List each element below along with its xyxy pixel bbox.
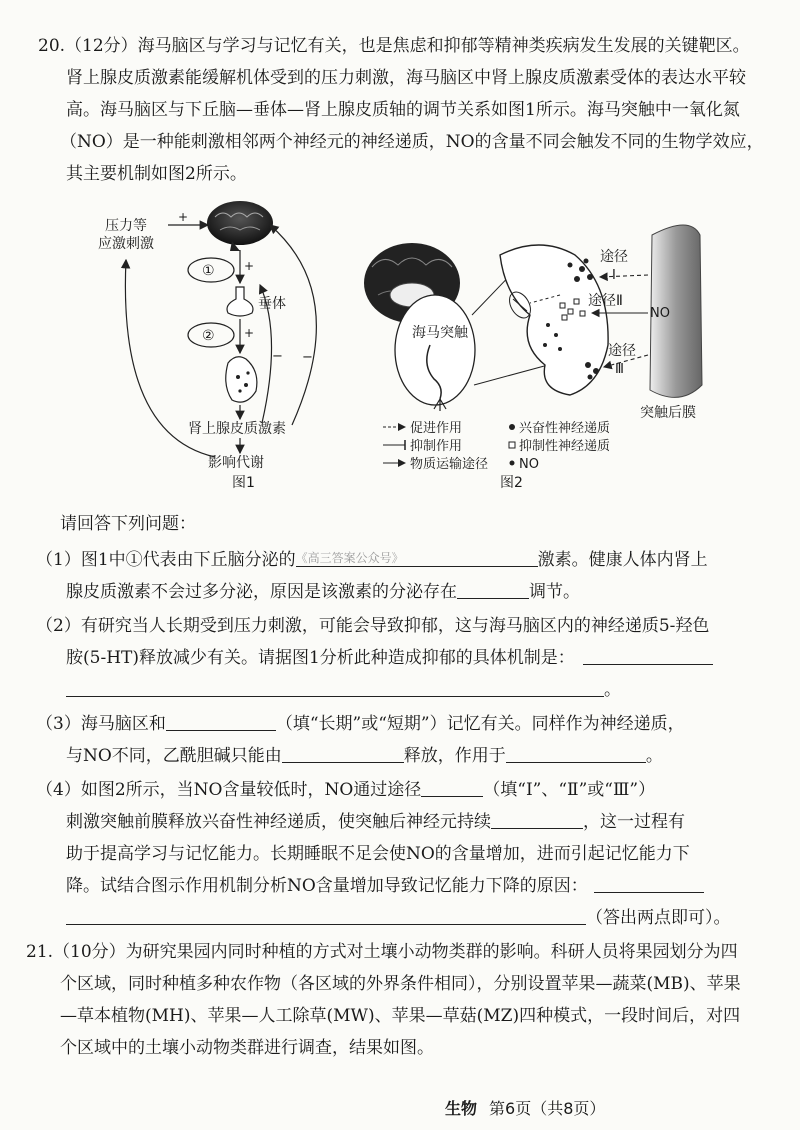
q3-text-e: 。 [645,746,663,766]
q21-line-3: —草本植物(MH)、苹果—人工除草(MW)、苹果—草菇(MZ)四种模式，一段时间后，对四 [60,1006,741,1026]
fig2-path3-num: Ⅲ [615,362,624,377]
q20-line-3: 高。海马脑区与下丘脑—垂体—肾上腺皮质轴的调节关系如图1所示。海马突触中一氧化氮 [66,100,740,120]
fig1-minus-2: − [302,350,313,365]
q2-line-3 [66,678,621,702]
q1-line-2 [66,580,580,604]
q1-text-c: 腺皮质激素不会过多分泌，原因是该激素的分泌存在 [66,582,457,602]
q21-line-1: 21.（10分）为研究果园内同时种植的方式对土壤小动物类群的影响。科研人员将果园划分为四 [26,942,738,962]
q2-blank-2[interactable] [66,678,604,697]
q3-line-1 [36,712,685,736]
brain-icon [207,201,273,251]
q20-line-4: （NO）是一种能刺激相邻两个神经元的神经递质，NO的含量不同会触发不同的生物学效应， [60,132,764,152]
q4-line-3: 助于提高学习与记忆能力。长期睡眠不足会使NO的含量增加，进而引起记忆能力下 [66,844,690,864]
footer-subject: 生物 [445,1099,478,1118]
fig1-caption: 图1 [232,475,255,491]
legend-excit: 兴奋性神经递质 [519,421,611,436]
q3-text-b: （填“长期”或“短期”）记忆有关。同样作为神经递质， [275,714,685,734]
presynaptic-terminal [500,245,608,395]
fig2-synapse-label: 海马突触 [412,325,468,341]
legend-inhib-nt: 抑制性神经递质 [519,439,611,454]
legend-excit-dot [509,424,515,430]
q3-blank-3[interactable] [506,744,646,763]
fig1-plus-stress: + [178,210,189,224]
q2-line-2 [66,646,713,670]
fig1-pituitary-label: 垂体 [258,296,286,312]
footer-page: 第6页（共8页） [489,1099,606,1118]
q20-line-5: 其主要机制如图2所示。 [66,164,247,184]
fig1-minus-1: − [272,349,283,364]
q2-blank-1[interactable] [583,646,713,665]
fig2-path1-arrow [600,275,648,277]
q2-end: 。 [604,680,621,700]
q4-text-f: 降。试结合图示作用机制分析NO含量增加导致记忆能力下降的原因： [66,876,588,896]
q4-text-b: （填“Ⅰ”、“Ⅱ”或“Ⅲ”） [483,780,656,800]
q4-text-g: （答出两点即可）。 [586,908,731,928]
fig2-path3-label: 途径 [608,343,636,359]
q4-blank-4[interactable] [66,906,586,925]
figures-svg [0,195,800,495]
fig1-effect-label: 影响代谢 [208,455,264,471]
fig2-path1-num: Ⅰ [612,268,616,283]
q20-line-2: 肾上腺皮质激素能缓解机体受到的压力刺激，海马脑区中肾上腺皮质激素受体的表达水平较 [66,68,746,88]
fig1-stress-label-2: 应激刺激 [98,236,154,252]
q3-text-d: 释放，作用于 [403,746,506,766]
fig1-stress-label-1: 压力等 [105,218,147,234]
fig2-zoom-line-2 [474,365,548,385]
q4-text-d: ，这一过程有 [583,812,685,832]
fig2-path2-label: 途径Ⅱ [588,293,623,309]
q4-line-4 [66,874,704,898]
q4-blank-2[interactable] [491,810,583,829]
q2-line-1: （2）有研究当人长期受到压力刺激，可能会导致抑郁，这与海马脑区内的神经递质5-羟色 [36,616,710,636]
q4-line-2 [66,810,685,834]
fig2-path1-label: 途径 [600,249,628,265]
q1-text-d: 调节。 [529,582,580,602]
q3-text-c: 与NO不同，乙酰胆碱只能由 [66,746,282,766]
fig2-caption: 图2 [500,475,523,491]
q2-text-b: 胺(5-HT)释放减少有关。请据图1分析此种造成抑郁的具体机制是： [66,648,575,668]
q1-text-a: （1）图1中①代表由下丘脑分泌的 [36,550,296,570]
questions-prompt: 请回答下列问题： [60,514,196,534]
q1-line-1 [36,548,708,572]
q3-text-a: （3）海马脑区和 [36,714,166,734]
figure-1 [98,201,316,491]
q3-line-2 [66,744,663,768]
fig1-plus-1: + [244,259,255,273]
figure-2 [364,225,702,491]
q4-text-c: 刺激突触前膜释放兴奋性神经递质，使突触后神经元持续 [66,812,491,832]
q21-line-4: 个区域中的土壤小动物类群进行调查，结果如图。 [60,1038,434,1058]
q1-text-b: 激素。健康人体内肾上 [537,550,708,570]
q3-blank-1[interactable] [166,712,276,731]
fig2-synapse-zoom-oval [395,295,475,405]
fig2-legend [383,420,610,472]
fig1-circle-2: ② [202,328,215,344]
pituitary-icon [227,287,253,316]
page-footer [445,1096,605,1119]
fig2-postmem-label: 突触后膜 [640,405,696,421]
watermark: 《高三答案公众号》 [295,551,404,565]
q3-blank-2[interactable] [282,744,404,763]
q20-line-1: 20.（12分）海马脑区与学习与记忆有关，也是焦虑和抑郁等精神类疾病发生发展的关键靶区。 [38,36,750,56]
legend-promote: 促进作用 [410,421,463,436]
q4-text-a: （4）如图2所示，当NO含量较低时，NO通过途径 [36,780,422,800]
legend-inhib-square [509,442,515,448]
q1-blank-1[interactable] [296,548,538,567]
fig1-feedback-brain [270,225,316,425]
legend-no-dot [510,461,515,466]
fig1-plus-2: + [244,326,255,340]
q4-blank-3[interactable] [594,874,704,893]
legend-inhibit: 抑制作用 [410,439,463,454]
legend-no: NO [519,457,539,472]
q4-line-1 [36,778,655,802]
q4-blank-1[interactable] [421,778,483,797]
legend-transport: 物质运输途径 [410,457,489,472]
adrenal-gland-icon [226,357,257,402]
fig1-circle-1: ① [202,263,215,279]
q4-line-5 [66,906,731,930]
q21-line-2: 个区域，同时种植多种农作物（各区域的外界条件相同），分别设置苹果—蔬菜(MB)、苹果 [60,974,741,994]
fig2-no-label: NO [650,306,670,321]
q1-blank-2[interactable] [457,580,529,599]
figures [0,195,800,495]
fig1-hormone-label: 肾上腺皮质激素 [188,421,286,437]
